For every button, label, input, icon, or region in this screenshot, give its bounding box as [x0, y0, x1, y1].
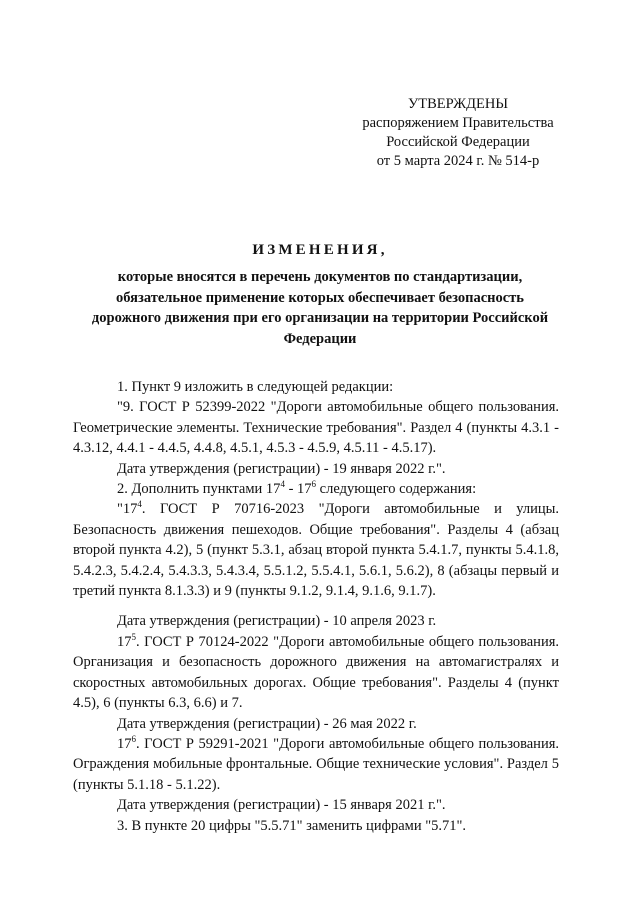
p5-text-b: . ГОСТ Р 70716-2023 "Дороги автомобильные и улицы. Безопасность движения пешеходов. Общие требования". Разделы 4 (абзац второй пункта 4.2), 5 (пункт 5.3.1, абзац второй пункта 5.4.1.7, пункты 5.4.1.8, 5.4.2.3, 5.4.2.4, 5.4.3.3, 5.4.3.4, 5.5.1.2, 5.5.4.1, 5.6.1, 5.6.2), 8 (абзацы первый и третий пункта 8.1.3.3) и 9 (пункты 9.1.2, 9.1.4, 9.1.6, 9.1.7).: [73, 501, 559, 600]
document-body: [73, 377, 559, 836]
p9-sup: 6: [131, 734, 136, 745]
paragraph-4: [73, 479, 559, 499]
approved-heading: УТВЕРЖДЕНЫ: [407, 96, 509, 112]
p4-sup-1: 4: [280, 479, 285, 490]
paragraph-1: 1. Пункт 9 изложить в следующей редакции:: [117, 379, 394, 395]
paragraph-6: Дата утверждения (регистрации) - 10 апреля 2023 г.: [117, 613, 437, 630]
p4-text-c: следующего содержания:: [316, 481, 477, 498]
p9-text-a: 17: [117, 735, 132, 752]
paragraph-8: Дата утверждения (регистрации) - 26 мая 2022 г.: [117, 715, 417, 732]
document-subtitle: которые вносятся в перечень документов по стандартизации, обязательное применение которых обеспечивает безопасность дорожного движения при его организации на территории Российской Федерации: [91, 269, 549, 347]
approval-stamp: [330, 95, 586, 171]
approved-by: распоряжением Правительства: [362, 115, 554, 131]
p7-text-b: . ГОСТ Р 70124-2022 "Дороги автомобильные общего пользования. Организация и безопасность дорожного движения на автомагистралях и скоростных автомобильных дорогах. Общие требования". Разделы 4 (пункт 4.5), 6 (пункты 6.3, 6.6) и 7.: [73, 633, 559, 712]
p7-text-a: 17: [117, 633, 132, 650]
paragraph-3: Дата утверждения (регистрации) - 19 января 2022 г.".: [117, 460, 446, 477]
p7-sup: 5: [131, 632, 136, 643]
paragraph-9: [73, 734, 559, 795]
paragraph-11: 3. В пункте 20 цифры "5.5.71" заменить цифрами "5.71".: [117, 817, 467, 834]
paragraph-7: [73, 632, 559, 714]
p4-sup-2: 6: [311, 479, 317, 490]
p4-text-b: - 17: [284, 481, 312, 498]
document-title: ИЗМЕНЕНИЯ,: [252, 242, 388, 258]
p4-text-a: 2. Дополнить пунктами 17: [117, 481, 281, 498]
p9-text-b: . ГОСТ Р 59291-2021 "Дороги автомобильные общего пользования. Ограждения мобильные фронтальные. Общие технические условия". Раздел 5 (пункты 5.1.18 - 5.1.22).: [73, 735, 559, 793]
p5-text-a: "17: [117, 501, 138, 518]
p5-sup: 4: [137, 499, 142, 510]
paragraph-5: [73, 499, 559, 601]
approval-date: от 5 марта 2024 г. № 514-р: [376, 153, 540, 169]
paragraph-2: "9. ГОСТ Р 52399-2022 "Дороги автомобильные общего пользования. Геометрические элементы. Технические требования". Раздел 4 (пункты 4.3.1 - 4.3.12, 4.4.1 - 4.4.5, 4.4.8, 4.5.1, 4.5.3 - 4.5.9, 4.5.11 - 4.5.17).: [73, 399, 559, 457]
paragraph-10: Дата утверждения (регистрации) - 15 января 2021 г.".: [117, 797, 446, 814]
approved-by-government: Российской Федерации: [386, 134, 530, 150]
